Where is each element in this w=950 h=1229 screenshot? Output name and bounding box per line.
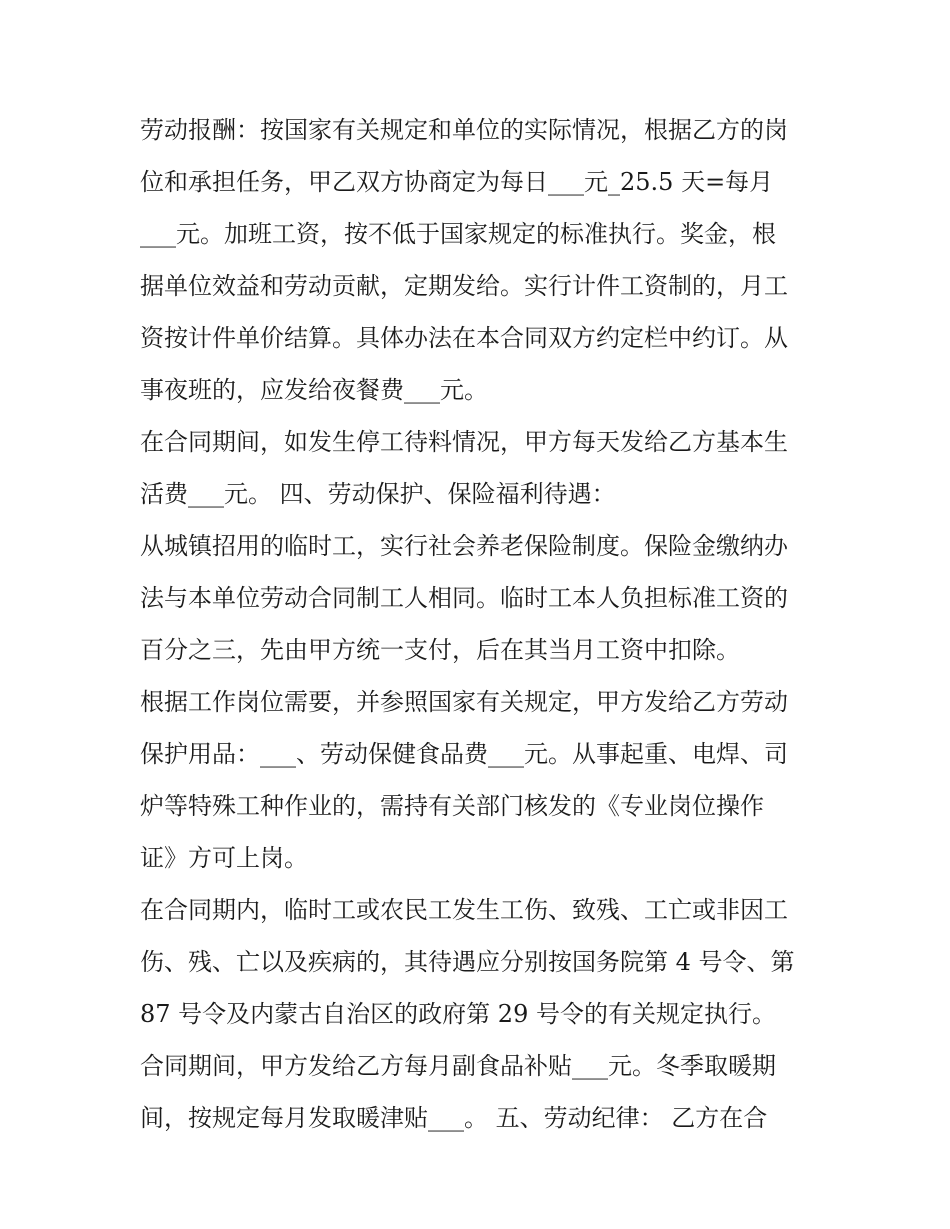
text-line: 合同期间，甲方发给乙方每月副食品补贴___元。冬季取暖期	[140, 1052, 776, 1080]
text-line: 证》方可上岗。	[140, 844, 308, 872]
text-line: 在合同期内，临时工或农民工发生工伤、致残、工亡或非因工	[140, 896, 788, 924]
text-line: 资按计件单价结算。具体办法在本合同双方约定栏中约订。从	[140, 324, 788, 352]
text-line: 间，按规定每月发取暖津贴___。 五、劳动纪律： 乙方在合	[140, 1104, 768, 1132]
text-line: 87 号令及内蒙古自治区的政府第 29 号令的有关规定执行。	[140, 1000, 776, 1028]
text-line: 位和承担任务，甲乙双方协商定为每日___元_25.5 天=每月	[140, 168, 774, 196]
text-line: 事夜班的，应发给夜餐费___元。	[140, 376, 488, 404]
text-line: 据单位效益和劳动贡献，定期发给。实行计件工资制的，月工	[140, 272, 788, 300]
text-line: 根据工作岗位需要，并参照国家有关规定，甲方发给乙方劳动	[140, 688, 788, 716]
text-line: 伤、残、亡以及疾病的，其待遇应分别按国务院第 4 号令、第	[140, 948, 795, 976]
text-line: 活费___元。 四、劳动保护、保险福利待遇：	[140, 480, 616, 508]
text-line: 在合同期间，如发生停工待料情况，甲方每天发给乙方基本生	[140, 428, 788, 456]
text-line: 从城镇招用的临时工，实行社会养老保险制度。保险金缴纳办	[140, 532, 788, 560]
text-line: ___元。加班工资，按不低于国家规定的标准执行。奖金，根	[140, 220, 776, 248]
contract-text	[140, 104, 820, 1144]
text-line: 百分之三，先由甲方统一支付，后在其当月工资中扣除。	[140, 636, 740, 664]
text-line: 炉等特殊工种作业的，需持有关部门核发的《专业岗位操作	[140, 792, 764, 820]
text-line: 保护用品：___、劳动保健食品费___元。从事起重、电焊、司	[140, 740, 788, 768]
text-line: 法与本单位劳动合同制工人相同。临时工本人负担标准工资的	[140, 584, 788, 612]
text-line: 劳动报酬：按国家有关规定和单位的实际情况，根据乙方的岗	[140, 116, 788, 144]
